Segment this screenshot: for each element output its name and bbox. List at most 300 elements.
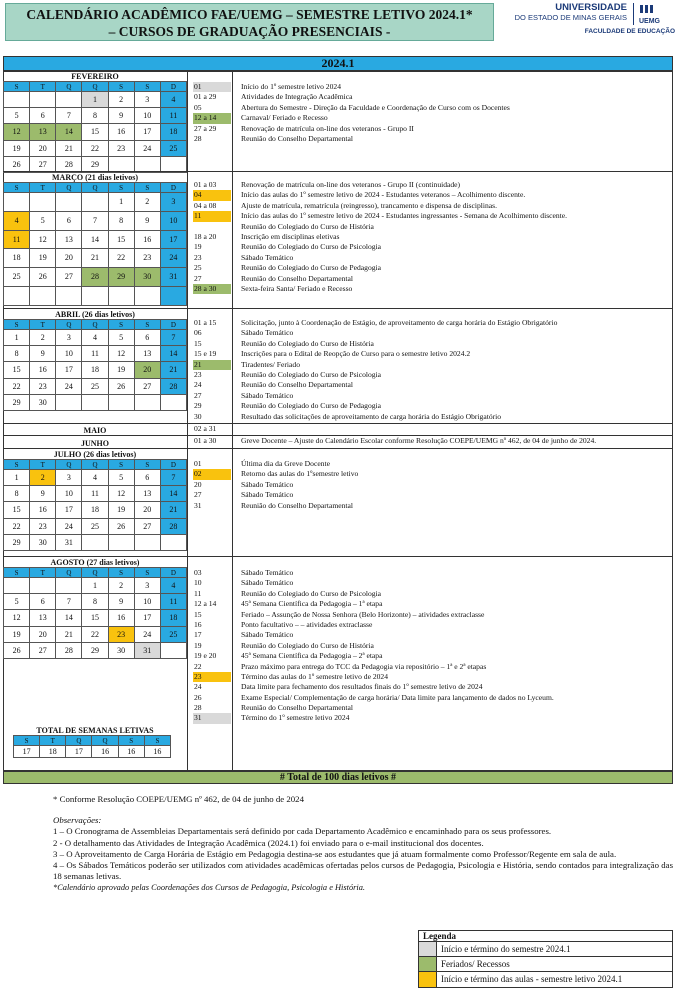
- event-description: Término do 1º semestre letivo 2024: [241, 713, 350, 723]
- event-dates: [193, 82, 231, 144]
- day-cell: 16: [30, 502, 56, 518]
- event-description: Prazo máximo para entrega do TCC da Pedagogia via repositório – 1ª e 2ª etapas: [241, 661, 487, 671]
- day-cell: 20: [30, 141, 56, 157]
- day-cell: 3: [56, 330, 82, 346]
- day-cell: 3: [135, 92, 161, 108]
- weeks-title: TOTAL DE SEMANAS LETIVAS: [36, 726, 154, 735]
- event-date: 02 a 31: [194, 424, 217, 433]
- event-description: Atividades de Integração Acadêmica: [241, 92, 353, 102]
- header-subtitle: – CURSOS DE GRADUAÇÃO PRESENCIAIS -: [108, 24, 391, 39]
- day-cell: 10: [135, 594, 161, 610]
- day-cell: 17: [56, 362, 82, 378]
- day-cell: [56, 92, 82, 108]
- day-cell: 19: [4, 141, 30, 157]
- day-cell: 5: [109, 330, 135, 346]
- weekday-header: T: [30, 568, 56, 578]
- day-cell: 26: [4, 643, 30, 659]
- event-date: 30: [194, 411, 202, 421]
- day-cell: 27: [30, 157, 56, 173]
- day-cell: 24: [56, 519, 82, 535]
- note-item: 2 - O detalhamento das Atividades de Integração Acadêmica (2024.1) foi enviado para o e-mail institucional dos docentes.: [53, 837, 484, 848]
- event-description: Renovação de matrícula on-line dos veteranos - Grupo II: [241, 123, 414, 133]
- day-cell: 28: [161, 379, 187, 395]
- legend-swatch: [419, 972, 437, 987]
- day-cell: 24: [135, 627, 161, 643]
- weekday-header: Q: [56, 183, 82, 193]
- day-cell: 6: [135, 330, 161, 346]
- day-cell: [135, 395, 161, 411]
- day-cell: 25: [161, 627, 187, 643]
- month-title: AGOSTO (27 dias letivos): [50, 558, 140, 567]
- event-dates: [193, 318, 231, 422]
- day-cell: 20: [56, 249, 82, 268]
- day-cell: 9: [135, 212, 161, 231]
- day-cell: 19: [109, 502, 135, 518]
- total-days: # Total de 100 dias letivos #: [3, 771, 673, 784]
- event-description: Término das aulas do 1º semestre letivo de 2024: [241, 671, 389, 681]
- event-description: Reunião do Colegiado do Curso de História: [241, 338, 374, 348]
- event-date: 23: [194, 369, 202, 379]
- legend-item: [419, 972, 672, 987]
- event-descriptions: [240, 459, 358, 511]
- event-date: 02: [193, 469, 231, 479]
- month-calendar: [3, 310, 187, 411]
- event-description: Sábado Temático: [241, 479, 294, 489]
- event-description: Última dia da Greve Docente: [241, 459, 330, 468]
- day-cell: [56, 193, 82, 212]
- month-calendar: [3, 173, 187, 306]
- weeks-count: 16: [145, 746, 171, 758]
- weekday-header: S: [4, 183, 30, 193]
- weekday-header: S: [135, 183, 161, 193]
- day-cell: 4: [82, 470, 108, 486]
- event-date: 26: [194, 692, 202, 702]
- day-cell: [56, 395, 82, 411]
- day-cell: 14: [161, 486, 187, 502]
- event-date: 05: [194, 102, 202, 112]
- day-cell: 29: [4, 395, 30, 411]
- event-date: 24: [194, 380, 202, 390]
- weekday-header: D: [161, 568, 187, 578]
- day-cell: 18: [161, 124, 187, 140]
- day-cell: [109, 287, 135, 306]
- event-date: 19 e 20: [194, 651, 217, 661]
- event-description: Ponto facultativo – – atividades extraclasse: [241, 619, 373, 629]
- legend-swatch: [419, 957, 437, 971]
- month-separator: [3, 556, 673, 557]
- event-date: 28 a 30: [193, 284, 231, 294]
- legend-item: [419, 942, 672, 957]
- calendar-header: [5, 3, 494, 41]
- event-date: [193, 222, 231, 232]
- weekday-header: S: [109, 183, 135, 193]
- event-descriptions: [240, 436, 596, 446]
- event-date: 12 a 14: [193, 113, 231, 123]
- day-cell: [161, 395, 187, 411]
- day-cell: 28: [56, 643, 82, 659]
- event-descriptions: [240, 180, 567, 294]
- day-cell: 23: [109, 141, 135, 157]
- event-description: Início das aulas do 1º semestre letivo de 2024 - Estudantes ingressantes - Semana de Acolhimento discente.: [241, 211, 568, 221]
- event-dates: [193, 180, 231, 294]
- event-date: 15 e 19: [194, 349, 217, 359]
- day-cell: 28: [161, 519, 187, 535]
- day-cell: [30, 92, 56, 108]
- event-date: 21: [193, 360, 231, 370]
- weekday-header: S: [135, 460, 161, 470]
- day-cell: 25: [161, 141, 187, 157]
- day-cell: 24: [135, 141, 161, 157]
- weekday-header: S: [4, 460, 30, 470]
- day-cell: 13: [30, 610, 56, 626]
- weekday-header: S: [135, 82, 161, 92]
- day-cell: 17: [56, 502, 82, 518]
- uemg-mark-icon: [633, 3, 673, 25]
- weekday-header: Q: [82, 183, 108, 193]
- logo-name: UNIVERSIDADE: [555, 2, 627, 13]
- month-separator: [3, 448, 673, 449]
- day-cell: 11: [4, 231, 30, 250]
- month-separator: [3, 435, 673, 436]
- day-cell: 13: [56, 231, 82, 250]
- event-dates: [193, 459, 231, 511]
- day-cell: [4, 287, 30, 306]
- day-cell: 22: [4, 519, 30, 535]
- day-cell: 3: [56, 470, 82, 486]
- day-cell: 2: [109, 578, 135, 594]
- event-description: Inscrições para o Edital de Reopção de Curso para o semestre letivo 2024.2: [241, 349, 471, 359]
- event-date: 18 a 20: [194, 231, 217, 241]
- day-cell: 14: [161, 346, 187, 362]
- event-description: Reunião do Colegiado do Curso de Pedagogia: [241, 263, 382, 273]
- day-cell: 7: [56, 594, 82, 610]
- day-cell: 2: [30, 330, 56, 346]
- event-description: Carnaval/ Feriado e Recesso: [241, 113, 328, 123]
- day-cell: 3: [135, 578, 161, 594]
- weekday-header: Q: [82, 320, 108, 330]
- divider: [232, 71, 233, 771]
- day-cell: 30: [135, 268, 161, 287]
- event-descriptions: [240, 82, 510, 144]
- month-calendar: [3, 450, 187, 551]
- weekday-header: Q: [56, 320, 82, 330]
- weekday-header: S: [4, 568, 30, 578]
- day-cell: 15: [109, 231, 135, 250]
- event-description: Reunião do Colegiado do Curso de História: [241, 221, 374, 231]
- day-cell: 5: [109, 470, 135, 486]
- day-cell: 17: [135, 124, 161, 140]
- day-cell: 29: [4, 535, 30, 551]
- event-description: Retorno das aulas do 1ºsemestre letivo: [241, 469, 359, 479]
- svg-text:UEMG: UEMG: [639, 18, 660, 25]
- event-description: Solicitação, junto à Coordenação de Estágio, de aproveitamento de carga horária do Estágio Obrigatório: [241, 318, 558, 327]
- logo-sub: DO ESTADO DE MINAS GERAIS: [514, 13, 627, 22]
- event-date: 10: [194, 578, 202, 588]
- day-cell: 13: [30, 124, 56, 140]
- day-cell: [30, 578, 56, 594]
- day-cell: 8: [82, 108, 108, 124]
- event-date: 27: [194, 490, 202, 500]
- day-cell: 18: [82, 502, 108, 518]
- day-cell: [56, 287, 82, 306]
- day-cell: [109, 395, 135, 411]
- day-cell: 14: [56, 610, 82, 626]
- weekday-header: Q: [92, 736, 118, 746]
- day-cell: 7: [82, 212, 108, 231]
- day-cell: 7: [161, 470, 187, 486]
- event-date: 31: [194, 500, 202, 510]
- event-description: Reunião do Colegiado do Curso de Pedagogia: [241, 401, 382, 411]
- day-cell: [4, 193, 30, 212]
- day-cell: 30: [109, 643, 135, 659]
- uemg-logo: [505, 3, 675, 39]
- event-description: Feriado – Assunção de Nossa Senhora (Belo Horizonte) – atividades extraclasse: [241, 609, 485, 619]
- day-cell: [56, 578, 82, 594]
- weekday-header: D: [161, 82, 187, 92]
- event-date: 15: [194, 609, 202, 619]
- day-cell: 9: [109, 594, 135, 610]
- event-date: 01: [193, 82, 231, 92]
- day-cell: 26: [4, 157, 30, 173]
- day-cell: 1: [82, 578, 108, 594]
- event-description: Inscrição em disciplinas eletivas: [241, 231, 340, 241]
- day-cell: 28: [82, 268, 108, 287]
- month-separator: [3, 423, 673, 424]
- day-cell: 1: [109, 193, 135, 212]
- day-cell: 11: [82, 346, 108, 362]
- day-cell: 27: [30, 643, 56, 659]
- notes-reference: * Conforme Resolução COEPE/UEMG nº 462, de 04 de junho de 2024: [53, 794, 304, 804]
- note-item: 3 – O Aproveitamento de Carga Horária de Estágio em Pedagogia destina-se aos estudantes que já atuam formalmente como Professor/Regente em sala de aula.: [53, 848, 617, 859]
- day-cell: 8: [4, 486, 30, 502]
- event-dates: [193, 424, 231, 434]
- day-cell: 22: [4, 379, 30, 395]
- day-cell: 2: [30, 470, 56, 486]
- event-description: Reunião do Conselho Departamental: [241, 273, 353, 283]
- event-description: Greve Docente – Ajuste do Calendário Escolar conforme Resolução COEPE/UEMG nº 462, de 04 de junho de 2024.: [241, 436, 597, 445]
- event-description: Ajuste de matrícula, rematrícula (reingresso), trancamento e dispensa de disciplinas.: [241, 200, 497, 210]
- day-cell: 4: [161, 92, 187, 108]
- event-date: 01 a 30: [194, 436, 217, 445]
- day-cell: 8: [109, 212, 135, 231]
- month-title: ABRIL (26 dias letivos): [55, 310, 135, 319]
- day-cell: [82, 535, 108, 551]
- event-date: 16: [194, 619, 202, 629]
- year-bar: 2024.1: [3, 56, 673, 71]
- event-description: Sábado Temático: [241, 568, 294, 577]
- event-date: 12 a 14: [194, 599, 217, 609]
- weekday-header: Q: [66, 736, 92, 746]
- legend: [418, 930, 673, 988]
- weekday-header: D: [161, 183, 187, 193]
- event-description: Reunião do Conselho Departamental: [241, 703, 353, 713]
- day-cell: 14: [82, 231, 108, 250]
- event-description: Reunião do Conselho Departamental: [241, 133, 353, 143]
- day-cell: 12: [30, 231, 56, 250]
- day-cell: 8: [82, 594, 108, 610]
- day-cell: 13: [135, 346, 161, 362]
- event-description: Exame Especial/ Complementação de carga horária/ Data limite para lançamento de dados no Lyceum.: [241, 692, 554, 702]
- day-cell: 29: [82, 643, 108, 659]
- day-cell: 2: [109, 92, 135, 108]
- weekday-header: Q: [56, 568, 82, 578]
- day-cell: 23: [30, 519, 56, 535]
- legend-label: Início e término das aulas - semestre letivo 2024.1: [441, 974, 623, 984]
- day-cell: 4: [161, 578, 187, 594]
- day-cell: 20: [30, 627, 56, 643]
- notes: [53, 794, 673, 894]
- event-description: Sábado Temático: [241, 490, 294, 500]
- day-cell: 25: [4, 268, 30, 287]
- event-description: 45ª Semana Científica da Pedagogia – 1ª etapa: [241, 599, 383, 609]
- event-description: Sábado Temático: [241, 390, 294, 400]
- day-cell: [109, 535, 135, 551]
- weekday-header: S: [109, 320, 135, 330]
- divider: [187, 71, 188, 771]
- event-description: [240, 424, 241, 434]
- day-cell: 12: [4, 610, 30, 626]
- day-cell: [82, 193, 108, 212]
- day-cell: 9: [30, 486, 56, 502]
- month-title-junho: JUNHO: [81, 439, 109, 448]
- day-cell: 17: [161, 231, 187, 250]
- day-cell: 6: [30, 108, 56, 124]
- day-cell: 16: [30, 362, 56, 378]
- event-description: 45ª Semana Científica da Pedagogia – 2ª etapa: [241, 651, 383, 661]
- day-cell: 15: [82, 610, 108, 626]
- day-cell: 30: [30, 535, 56, 551]
- legend-item: [419, 957, 672, 972]
- event-date: 11: [194, 588, 202, 598]
- day-cell: [161, 535, 187, 551]
- event-date: 28: [194, 703, 202, 713]
- day-cell: [4, 92, 30, 108]
- day-cell: [82, 395, 108, 411]
- month-title: MARÇO (21 dias letivos): [52, 173, 138, 182]
- event-description: Data limite para fechamento dos resultados finais do 1º semestre letivo de 2024: [241, 682, 483, 692]
- header-title: CALENDÁRIO ACADÊMICO FAE/UEMG – SEMESTRE LETIVO 2024.1*: [26, 7, 473, 22]
- event-dates: [193, 436, 231, 446]
- weekday-header: Q: [82, 82, 108, 92]
- day-cell: 17: [135, 610, 161, 626]
- event-date: 19: [194, 640, 202, 650]
- day-cell: 16: [109, 610, 135, 626]
- month-calendar: [3, 558, 187, 659]
- day-cell: 20: [135, 362, 161, 378]
- day-cell: 19: [4, 627, 30, 643]
- legend-swatch: [419, 942, 437, 956]
- day-cell: 19: [109, 362, 135, 378]
- event-date: 28: [194, 133, 202, 143]
- weeks-count: 18: [40, 746, 66, 758]
- day-cell: 26: [109, 379, 135, 395]
- event-date: 22: [194, 661, 202, 671]
- day-cell: 21: [161, 502, 187, 518]
- event-description: Reunião do Conselho Departamental: [241, 380, 353, 390]
- day-cell: 6: [30, 594, 56, 610]
- event-descriptions: [240, 568, 554, 724]
- day-cell: 3: [161, 193, 187, 212]
- day-cell: 2: [135, 193, 161, 212]
- legend-title: Legenda: [419, 931, 672, 942]
- day-cell: 10: [135, 108, 161, 124]
- day-cell: 12: [109, 346, 135, 362]
- event-description: Renovação de matrícula on-line dos veteranos - Grupo II (continuidade): [241, 180, 461, 189]
- weekday-header: Q: [82, 460, 108, 470]
- day-cell: [135, 535, 161, 551]
- event-date: 27: [194, 390, 202, 400]
- event-date: 03: [194, 568, 202, 577]
- day-cell: 12: [4, 124, 30, 140]
- weeks-count: 17: [14, 746, 40, 758]
- event-date: 24: [194, 682, 202, 692]
- event-description: Tiradentes/ Feriado: [241, 359, 300, 369]
- day-cell: 12: [109, 486, 135, 502]
- event-description: Resultado das solicitações de aproveitamento de carga horária do Estágio Obrigatório: [241, 411, 502, 421]
- day-cell: 5: [4, 594, 30, 610]
- day-cell: 10: [56, 346, 82, 362]
- event-date: 23: [193, 672, 231, 682]
- day-cell: [135, 287, 161, 306]
- day-cell: 1: [82, 92, 108, 108]
- day-cell: 24: [161, 249, 187, 268]
- note-item: 1 – O Cronograma de Assembleias Departamentais será definido por cada Departamento Acadêmico e encaminhado para os seus professores.: [53, 826, 552, 837]
- day-cell: [161, 643, 187, 659]
- day-cell: 24: [56, 379, 82, 395]
- weekday-header: T: [30, 320, 56, 330]
- event-date: 01: [194, 459, 202, 468]
- day-cell: [30, 193, 56, 212]
- weekday-header: D: [161, 320, 187, 330]
- event-description: Sábado Temático: [241, 578, 294, 588]
- day-cell: 8: [4, 346, 30, 362]
- day-cell: 25: [82, 519, 108, 535]
- event-dates: [193, 568, 231, 724]
- day-cell: 21: [56, 627, 82, 643]
- event-descriptions: [240, 424, 241, 434]
- weekday-header: S: [109, 568, 135, 578]
- day-cell: 15: [4, 362, 30, 378]
- day-cell: 21: [56, 141, 82, 157]
- notes-title: Observações:: [53, 815, 102, 826]
- event-date: 01 a 03: [194, 180, 217, 189]
- day-cell: 18: [82, 362, 108, 378]
- logo-faculty: FACULDADE DE EDUCAÇÃO: [584, 28, 675, 35]
- day-cell: [30, 287, 56, 306]
- day-cell: 23: [109, 627, 135, 643]
- event-date: 27 a 29: [194, 123, 217, 133]
- event-description: Sexta-feira Santa/ Feriado e Recesso: [241, 283, 353, 293]
- day-cell: 9: [30, 346, 56, 362]
- event-date: 25: [194, 263, 202, 273]
- weekday-header: D: [161, 460, 187, 470]
- event-date: 04 a 08: [194, 200, 217, 210]
- weekday-header: S: [135, 320, 161, 330]
- legend-label: Feriados/ Recessos: [441, 959, 510, 969]
- weekday-header: T: [30, 460, 56, 470]
- month-title: JULHO (26 dias letivos): [53, 450, 137, 459]
- day-cell: 25: [82, 379, 108, 395]
- day-cell: 21: [161, 362, 187, 378]
- weekday-header: S: [109, 82, 135, 92]
- day-cell: 10: [161, 212, 187, 231]
- day-cell: 6: [135, 470, 161, 486]
- month-calendar: [3, 72, 187, 173]
- month-title-maio: MAIO: [83, 426, 107, 435]
- weekday-header: S: [109, 460, 135, 470]
- day-cell: 6: [56, 212, 82, 231]
- day-cell: 13: [135, 486, 161, 502]
